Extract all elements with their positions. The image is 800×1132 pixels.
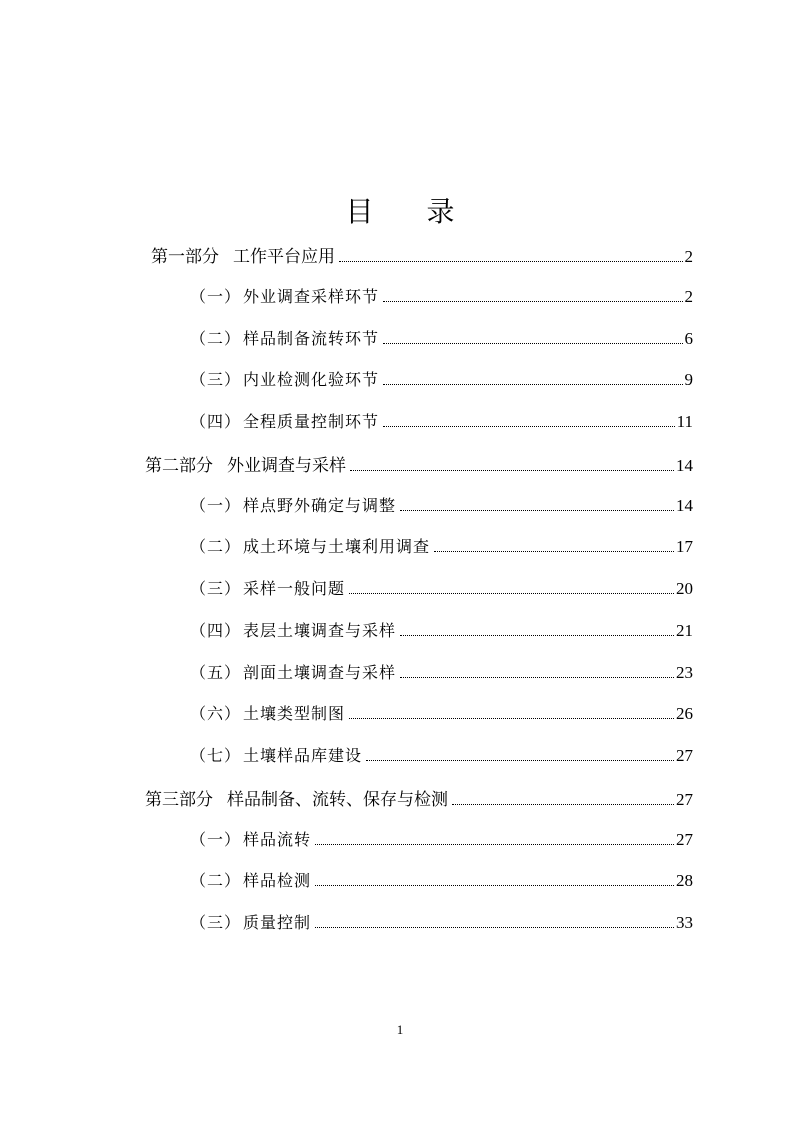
toc-dot-leader xyxy=(315,843,674,845)
toc-page-number: 17 xyxy=(676,537,693,557)
toc-page-number: 11 xyxy=(676,412,693,431)
toc-entry-number: （七） xyxy=(190,746,242,765)
toc-entry-label xyxy=(190,326,379,349)
toc-section-entry[interactable] xyxy=(190,827,693,853)
toc-dot-leader xyxy=(315,926,674,928)
toc-entry-text: 质量控制 xyxy=(243,913,312,932)
toc-dot-leader xyxy=(400,676,674,678)
toc-entry-number: （四） xyxy=(190,412,242,431)
toc-entry-number: 第三部分 xyxy=(145,789,213,810)
toc-dot-leader xyxy=(400,634,674,636)
toc-page-number: 6 xyxy=(684,328,693,348)
toc-section-entry[interactable] xyxy=(190,576,693,602)
toc-dot-leader xyxy=(315,884,674,886)
toc-entry-label xyxy=(190,367,379,390)
toc-entry-number: （一） xyxy=(190,495,242,515)
toc-section-entry[interactable] xyxy=(190,534,693,560)
toc-entry-text: 采样一般问题 xyxy=(243,579,346,598)
toc-entry-label xyxy=(145,451,346,476)
toc-page-number: 27 xyxy=(676,789,693,809)
toc-entry-number: （二） xyxy=(190,537,242,557)
toc-page-number: 2 xyxy=(684,286,693,306)
toc-part-entry[interactable] xyxy=(145,451,693,477)
toc-dot-leader xyxy=(400,509,674,511)
toc-page-number: 26 xyxy=(676,704,693,724)
toc-dot-leader xyxy=(339,260,683,262)
toc-entry-label xyxy=(190,743,362,766)
toc-entry-number: （一） xyxy=(190,286,242,306)
toc-entry-text: 外业调查与采样 xyxy=(227,455,346,476)
toc-entry-text: 外业调查采样环节 xyxy=(243,286,380,306)
toc-page-number: 2 xyxy=(684,247,693,266)
toc-entry-label xyxy=(190,618,396,641)
toc-entry-label xyxy=(190,284,379,307)
toc-entry-number: 第二部分 xyxy=(145,455,213,476)
toc-page-number: 21 xyxy=(676,620,693,640)
toc-entry-number: （三） xyxy=(190,913,242,932)
toc-entry-number: 第一部分 xyxy=(151,247,219,267)
toc-entry-number: （二） xyxy=(190,871,242,891)
toc-section-entry[interactable] xyxy=(190,326,693,352)
toc-page-number: 14 xyxy=(676,495,693,515)
toc-section-entry[interactable] xyxy=(190,409,693,435)
toc-title: 目 录 xyxy=(345,195,477,228)
toc-entry-label xyxy=(151,242,335,267)
toc-entry-number: （一） xyxy=(190,829,242,849)
toc-page-number: 20 xyxy=(676,579,693,598)
toc-dot-leader xyxy=(383,300,682,302)
toc-entry-text: 样品流转 xyxy=(243,829,312,849)
toc-page-number: 28 xyxy=(676,871,693,891)
toc-dot-leader xyxy=(349,717,674,719)
toc-entry-number: （三） xyxy=(190,579,242,598)
toc-section-entry[interactable] xyxy=(190,618,693,644)
toc-page-number: 33 xyxy=(676,913,693,932)
toc-entry-label xyxy=(190,827,311,850)
toc-entry-label xyxy=(190,701,345,724)
toc-entry-text: 全程质量控制环节 xyxy=(243,412,380,431)
toc-page-number: 14 xyxy=(676,455,693,475)
toc-entry-number: （五） xyxy=(190,662,242,682)
toc-entry-text: 表层土壤调查与采样 xyxy=(243,620,397,640)
toc-entry-label xyxy=(190,910,311,933)
toc-entry-number: （六） xyxy=(190,704,242,724)
toc-section-entry[interactable] xyxy=(190,743,693,769)
toc-page-number: 27 xyxy=(676,746,693,765)
toc-section-entry[interactable] xyxy=(190,493,693,519)
toc-dot-leader xyxy=(434,550,674,552)
toc-entry-number: （三） xyxy=(190,370,242,390)
toc-entry-label xyxy=(190,576,345,599)
toc-entry-label xyxy=(190,534,430,557)
page-number: 1 xyxy=(396,1022,404,1037)
toc-part-entry[interactable] xyxy=(151,242,693,268)
toc-page-number: 27 xyxy=(676,829,693,849)
toc-entry-text: 土壤类型制图 xyxy=(243,704,346,724)
toc-entry-text: 样品制备、流转、保存与检测 xyxy=(227,789,448,810)
toc-dot-leader xyxy=(452,803,674,805)
toc-entry-number: （二） xyxy=(190,328,242,348)
toc-entry-label xyxy=(190,868,311,891)
toc-entry-text: 工作平台应用 xyxy=(233,247,335,267)
toc-section-entry[interactable] xyxy=(190,284,693,310)
toc-section-entry[interactable] xyxy=(190,910,693,936)
toc-entry-text: 成土环境与土壤利用调查 xyxy=(243,537,431,557)
toc-entry-label xyxy=(145,785,448,810)
toc-part-entry[interactable] xyxy=(145,785,693,811)
toc-page-number: 9 xyxy=(684,370,693,390)
toc-entry-number: （四） xyxy=(190,620,242,640)
toc-entry-text: 样品检测 xyxy=(243,871,312,891)
toc-entry-text: 样品制备流转环节 xyxy=(243,328,380,348)
toc-entry-text: 剖面土壤调查与采样 xyxy=(243,662,397,682)
toc-entry-text: 样点野外确定与调整 xyxy=(243,495,397,515)
toc-entry-text: 土壤样品库建设 xyxy=(243,746,363,765)
toc-section-entry[interactable] xyxy=(190,660,693,686)
toc-dot-leader xyxy=(350,469,674,471)
toc-entry-text: 内业检测化验环节 xyxy=(243,370,380,390)
toc-page-number: 23 xyxy=(676,662,693,682)
toc-section-entry[interactable] xyxy=(190,701,693,727)
toc-entry-label xyxy=(190,493,396,516)
toc-dot-leader xyxy=(383,383,682,385)
toc-section-entry[interactable] xyxy=(190,367,693,393)
toc-entry-label xyxy=(190,660,396,683)
toc-dot-leader xyxy=(383,342,682,344)
toc-entry-label xyxy=(190,409,379,432)
toc-dot-leader xyxy=(366,759,674,761)
toc-dot-leader xyxy=(383,425,675,427)
toc-dot-leader xyxy=(349,592,674,594)
toc-section-entry[interactable] xyxy=(190,868,693,894)
